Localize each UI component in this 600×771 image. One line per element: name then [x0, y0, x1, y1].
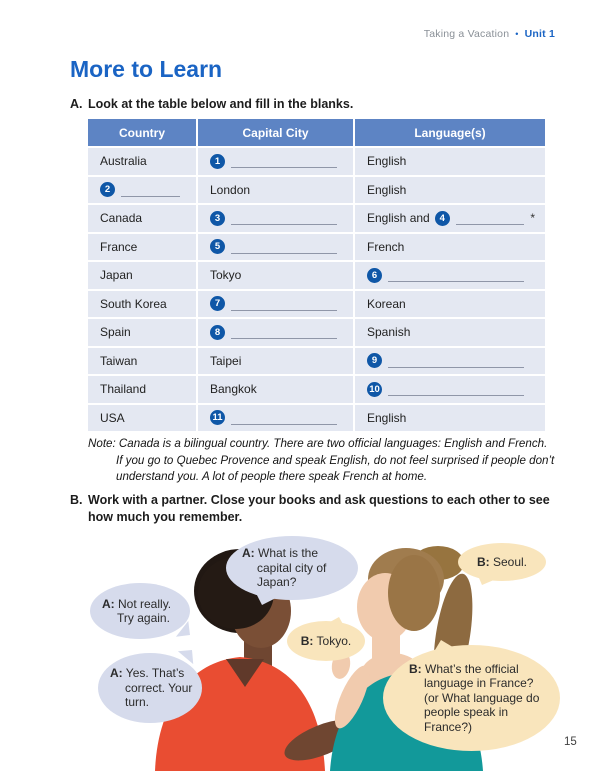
table-cell: [198, 319, 353, 346]
table-header-row: [88, 119, 545, 146]
cell-text: France: [100, 239, 138, 254]
table-cell: [355, 262, 545, 289]
page-title: More to Learn: [70, 56, 223, 82]
fill-in-blank[interactable]: [456, 211, 525, 225]
table-cell: [198, 262, 353, 289]
table-cell: [355, 348, 545, 375]
table-cell: [88, 205, 196, 232]
speech-bubble-not-really: [90, 583, 190, 639]
cell-text: Taipei: [210, 353, 242, 368]
blank-number-badge: 10: [367, 382, 382, 397]
column-header: Language(s): [355, 119, 545, 146]
table-cell: [88, 376, 196, 403]
bubble-speaker: A:: [242, 546, 255, 561]
bubble-speaker: A:: [110, 666, 123, 681]
fill-in-blank[interactable]: [231, 297, 337, 311]
blank-number-badge: 6: [367, 268, 382, 283]
bubble-speaker: B:: [476, 554, 490, 569]
fill-in-blank[interactable]: [231, 211, 337, 225]
fill-in-blank[interactable]: [231, 325, 337, 339]
section-b-label: B.: [70, 493, 83, 507]
cell-text: Spanish: [367, 325, 411, 340]
table-cell: [198, 405, 353, 432]
table-cell: [198, 348, 353, 375]
table-cell: [355, 205, 545, 232]
dialogue-illustration: [0, 535, 600, 771]
bubble-tail: [327, 605, 352, 630]
table-row: [88, 319, 545, 346]
table-cell: [198, 177, 353, 204]
blank-number-badge: 3: [210, 211, 225, 226]
table-cell: [88, 234, 196, 261]
fill-in-blank[interactable]: [231, 240, 337, 254]
table-cell: [355, 177, 545, 204]
table-cell: [88, 348, 196, 375]
section-b-heading: [70, 492, 562, 526]
blank-number-badge: 1: [210, 154, 225, 169]
speech-bubble-japan: [226, 536, 358, 600]
table-cell: [88, 262, 196, 289]
fill-in-blank[interactable]: [231, 411, 337, 425]
bubble-text: B: Tokyo.: [300, 633, 352, 648]
speech-bubble-tokyo: [287, 621, 365, 661]
cell-text: London: [210, 182, 251, 197]
fill-in-blank[interactable]: [388, 382, 524, 396]
cell-text: English: [367, 410, 407, 425]
cell-text: Bangkok: [210, 382, 257, 397]
table-row: [88, 177, 545, 204]
cell-text: Australia: [100, 154, 147, 169]
section-b-instruction: Work with a partner. Close your books and ask questions to each other to see how much you remember.: [88, 493, 550, 524]
table-row: [88, 376, 545, 403]
bubble-text: A: What is the capital city of Japan?: [242, 546, 327, 590]
table-cell: [198, 205, 353, 232]
fill-in-blank[interactable]: [388, 354, 524, 368]
table-cell: [355, 376, 545, 403]
cell-text: English and: [367, 211, 430, 226]
country-table: [88, 119, 545, 433]
cell-text: Korean: [367, 296, 406, 311]
blank-number-badge: 5: [210, 239, 225, 254]
table-body: [88, 148, 545, 433]
table-row: [88, 348, 545, 375]
section-a-label: A.: [70, 97, 83, 111]
column-header: Capital City: [198, 119, 353, 146]
section-a-heading: [70, 96, 570, 113]
fill-in-blank[interactable]: [231, 154, 337, 168]
speech-bubble-france: [383, 645, 560, 751]
speech-bubble-seoul: [458, 543, 546, 581]
cell-text: South Korea: [100, 296, 167, 311]
footnote-asterisk: *: [530, 211, 535, 226]
table-cell: [198, 376, 353, 403]
table-cell: [88, 405, 196, 432]
blank-number-badge: 4: [435, 211, 450, 226]
blank-number-badge: 11: [210, 410, 225, 425]
bubble-speaker: A:: [102, 596, 115, 611]
bullet-separator-icon: •: [515, 29, 519, 39]
section-a-instruction: Look at the table below and fill in the blanks.: [88, 97, 354, 111]
cell-text: Taiwan: [100, 353, 138, 368]
column-header: Country: [88, 119, 196, 146]
blank-number-badge: 7: [210, 296, 225, 311]
page-number: 15: [564, 736, 577, 748]
cell-text: Spain: [100, 325, 131, 340]
fill-in-blank[interactable]: [121, 183, 180, 197]
bubble-text: B: What’s the official language in France? (or What language do people speak in France?): [409, 661, 540, 734]
bubble-speaker: B:: [300, 633, 314, 648]
table-row: [88, 205, 545, 232]
table-cell: [88, 319, 196, 346]
cell-text: Tokyo: [210, 268, 242, 283]
table-row: [88, 234, 545, 261]
table-cell: [88, 291, 196, 318]
table-note: [88, 436, 556, 486]
blank-number-badge: 2: [100, 182, 115, 197]
table-row: [88, 148, 545, 175]
table-row: [88, 291, 545, 318]
fill-in-blank[interactable]: [388, 268, 524, 282]
running-header-unit: Unit 1: [524, 28, 555, 40]
table-cell: [88, 177, 196, 204]
cell-text: Japan: [100, 268, 133, 283]
bubble-speaker: B:: [409, 661, 422, 676]
bubble-text: A: Not really. Try again.: [102, 596, 172, 625]
note-line: understand you. A lot of people there speak French at home.: [116, 470, 428, 483]
table-cell: [355, 319, 545, 346]
cell-text: English: [367, 154, 407, 169]
table-cell: [355, 148, 545, 175]
table-cell: [198, 291, 353, 318]
blank-number-badge: 9: [367, 353, 382, 368]
speech-bubble-yes-correct: [98, 653, 202, 723]
table-cell: [355, 291, 545, 318]
cell-text: English: [367, 182, 407, 197]
table-cell: [198, 148, 353, 175]
cell-text: USA: [100, 410, 125, 425]
note-line: If you go to Quebec Provence and speak English, do not feel surprised if people don’t: [116, 453, 555, 467]
cell-text: Thailand: [100, 382, 147, 397]
bubble-text: B: Seoul.: [476, 554, 528, 569]
table-row: [88, 405, 545, 432]
table-cell: [88, 148, 196, 175]
cell-text: Canada: [100, 211, 143, 226]
table-row: [88, 262, 545, 289]
bubble-text: A: Yes. That’s correct. Your turn.: [110, 666, 193, 710]
running-header-title: Taking a Vacation: [423, 28, 510, 40]
table-cell: [355, 234, 545, 261]
note-line: Note: Canada is a bilingual country. There are two official languages: English and French.: [88, 437, 548, 450]
cell-text: French: [367, 239, 405, 254]
table-cell: [198, 234, 353, 261]
table-cell: [355, 405, 545, 432]
blank-number-badge: 8: [210, 325, 225, 340]
running-header: [424, 28, 555, 40]
